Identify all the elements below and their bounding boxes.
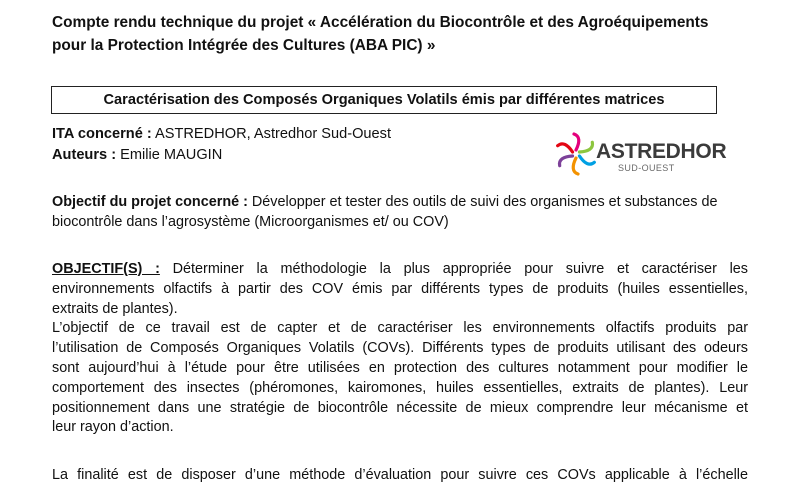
objectives-line: L’objectif de ce travail est de capter et de caractériser les environnements olfactifs produits par [52,320,748,337]
ita-line [52,124,391,144]
objectives-line: environnements olfactifs à partir des COV émis par différents types de produits (huiles essentielles, [52,280,748,297]
project-objective-label: Objectif du projet concerné : [52,194,248,210]
finality-paragraph [52,466,748,486]
project-objective [52,193,748,233]
ita-value: ASTREDHOR, Astredhor Sud-Ouest [151,126,392,142]
authors-line [52,145,222,165]
objectives-line: positionnement dans une stratégie de biocontrôle nécessite de mieux comprendre leur mécanisme et [52,399,748,416]
objectives-line: l’utilisation de Composés Organiques Volatils (COVs). Différents types de produits utilisant des odeurs [52,340,748,357]
title-line-1: Compte rendu technique du projet « Accélération du Biocontrôle et des Agroéquipements [52,14,709,31]
astredhor-flower-icon [556,130,596,178]
objectives-line-1 [52,260,748,280]
objectives-line: sont aujourd’hui à l’étude pour être utilisées en protection des cultures notamment pour modifier le [52,359,748,376]
project-objective-line-2: biocontrôle dans l’agrosystème (Microorganismes et/ ou COV) [52,213,449,230]
document-title [52,11,772,57]
logo-subtitle: SUD-OUEST [618,163,675,173]
section-heading-box: Caractérisation des Composés Organiques Volatils émis par différentes matrices [51,86,717,114]
astredhor-logo [556,130,746,178]
finality-line-1: La finalité est de disposer d’une méthode d’évaluation pour suivre ces COVs applicable à l’échelle [52,467,748,483]
ita-label: ITA concerné : [52,126,152,142]
title-line-2: pour la Protection Intégrée des Cultures (ABA PIC) » [52,37,436,54]
objectives-line: leur rayon d’action. [52,419,174,436]
authors-value: Emilie MAUGIN [116,147,223,163]
logo-word: ASTREDHOR [596,140,727,163]
authors-label: Auteurs : [52,147,117,163]
project-objective-text: Développer et tester des outils de suivi des organismes et substances de [247,194,718,210]
objectives-line: comportement des insectes (phéromones, kairomones, huiles essentielles, extraits de plantes). Leur [52,379,748,396]
objectives-paragraph [52,260,748,438]
objectives-line: extraits de plantes). [52,300,178,317]
project-objective-line-1 [52,193,748,213]
objectives-label: OBJECTIF(S) : [52,261,160,277]
objectives-text-0: Déterminer la méthodologie la plus appropriée pour suivre et caractériser les [159,261,748,277]
